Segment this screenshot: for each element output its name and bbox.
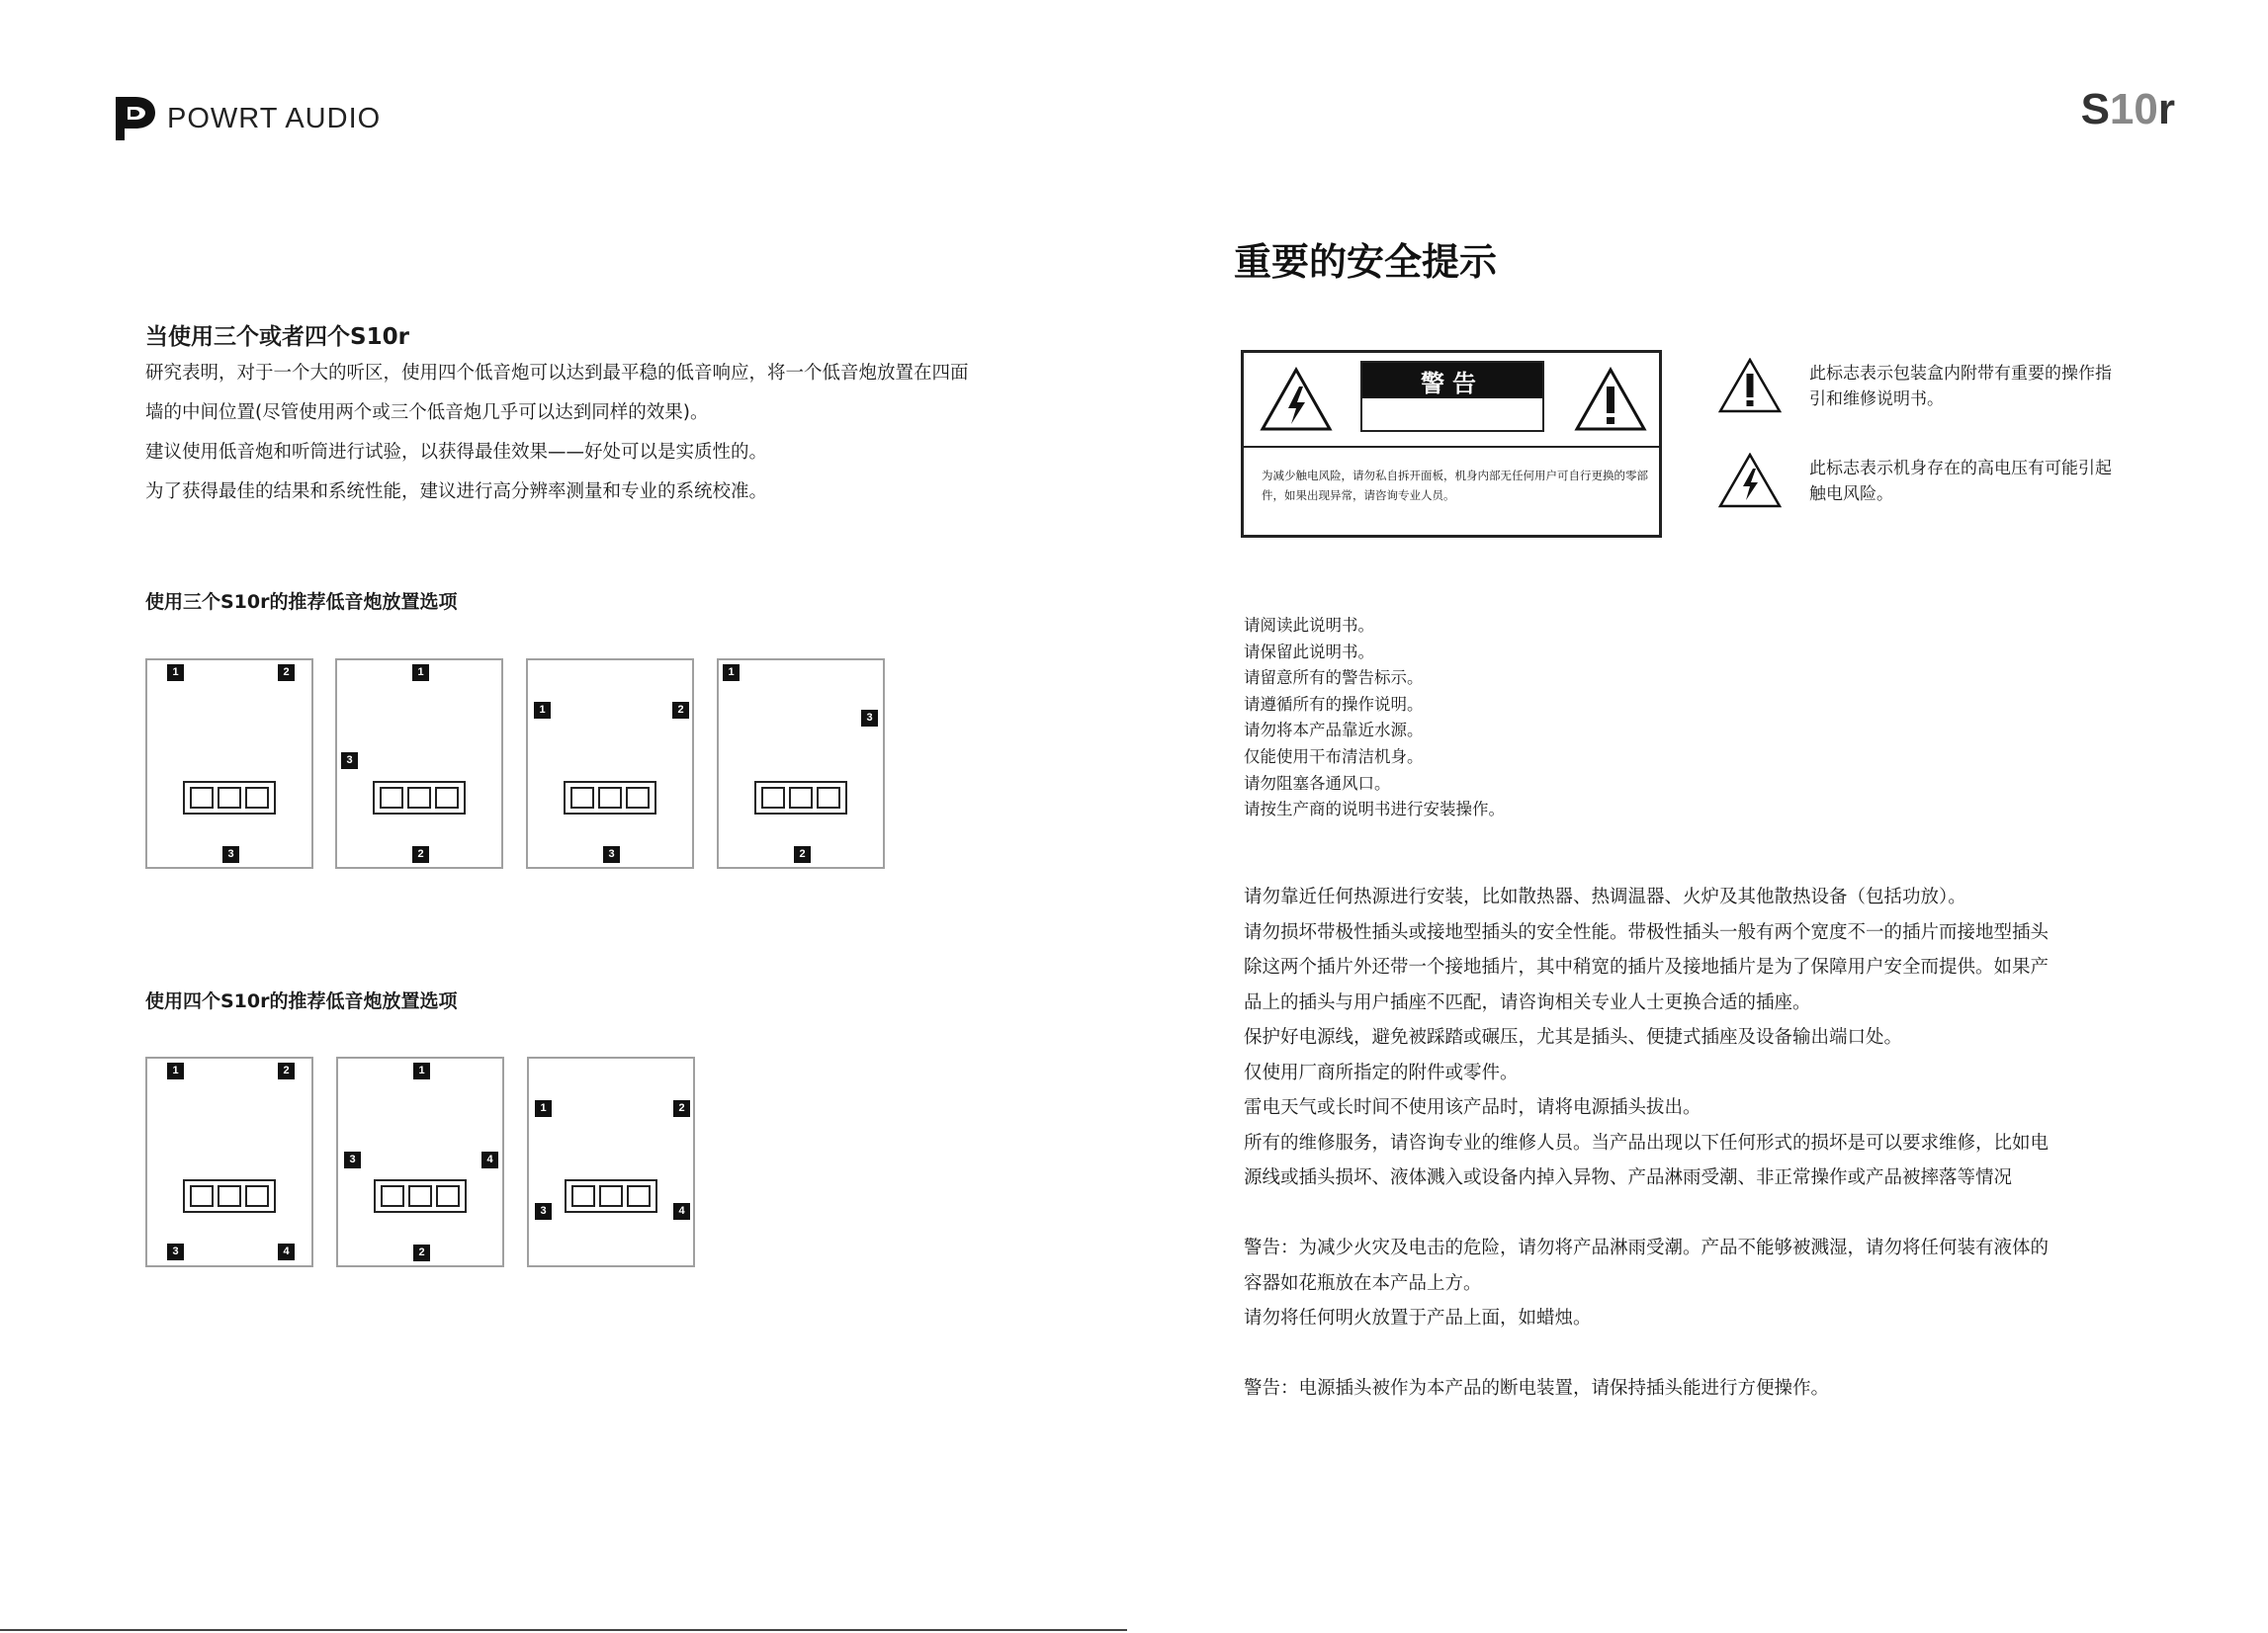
paragraph-line: 所有的维修服务，请咨询专业的维修人员。当产品出现以下任何形式的损坏是可以要求维修，比如电 — [1244, 1132, 2050, 1154]
three-sub-title: 使用三个S10r的推荐低音炮放置选项 — [145, 591, 458, 613]
safety-paragraph-1 — [1244, 880, 2049, 1196]
warning-note: 为减少触电风险，请勿私自拆开面板，机身内部无任何用户可自行更换的零部件，如果出现异常，请咨询专业人员。 — [1262, 469, 1648, 502]
safety-paragraph-3 — [1244, 1371, 1829, 1407]
list-item: 仅能使用干布清洁机身。 — [1244, 746, 1424, 766]
list-item: 请按生产商的说明书进行安装操作。 — [1244, 800, 1505, 819]
sub-position-1: 1 — [723, 664, 740, 681]
paragraph-line: 请勿靠近任何热源进行安装，比如散热器、热调温器、火炉及其他散热设备（包括功放）。 — [1244, 887, 1966, 907]
list-item: 请勿将本产品靠近水源。 — [1244, 721, 1424, 740]
exclamation-note: 此标志表示包装盒内附带有重要的操作指引和维修说明书。 — [1809, 364, 2112, 409]
list-item: 请勿阻塞各通风口。 — [1244, 773, 1391, 793]
brand-logo — [114, 95, 381, 142]
sub-position-2: 2 — [278, 664, 295, 681]
room-diagram-3b — [335, 658, 503, 869]
paragraph-line: 请勿将任何明火放置于产品上面，如蜡烛。 — [1244, 1308, 1592, 1329]
sofa-icon — [564, 781, 656, 815]
warning-label-text: 警告 — [1362, 363, 1542, 398]
intro-line: 研究表明，对于一个大的听区，使用四个低音炮可以达到最平稳的低音响应，将一个低音炮放置在四面 — [145, 363, 969, 384]
room-diagram-4b — [336, 1057, 504, 1267]
warning-box-divider — [1244, 446, 1659, 448]
room-diagram-4a — [145, 1057, 313, 1267]
instruction-list — [1244, 613, 1505, 823]
lightning-warning-icon — [1260, 367, 1333, 432]
model-suffix: r — [2157, 85, 2175, 133]
safety-paragraph-2 — [1244, 1231, 2049, 1336]
sub-position-2: 2 — [672, 702, 689, 719]
sub-position-2: 2 — [673, 1100, 690, 1117]
sub-position-4: 4 — [673, 1203, 690, 1220]
model-number: 10 — [2109, 85, 2158, 133]
sub-position-3: 3 — [603, 846, 620, 863]
intro-line: 墙的中间位置(尽管使用两个或三个低音炮几乎可以达到同样的效果)。 — [145, 402, 709, 423]
sub-position-2: 2 — [278, 1063, 295, 1079]
paragraph-line: 保护好电源线，避免被踩踏或碾压，尤其是插头、便捷式插座及设备输出端口处。 — [1244, 1027, 1903, 1048]
sub-position-1: 1 — [167, 664, 184, 681]
sub-position-3: 3 — [222, 846, 239, 863]
sofa-icon — [754, 781, 847, 815]
footer-rule — [0, 1629, 1127, 1631]
warning-label-box — [1241, 350, 1662, 538]
sub-position-1: 1 — [412, 664, 429, 681]
sub-position-3: 3 — [341, 752, 358, 769]
list-item: 请阅读此说明书。 — [1244, 616, 1374, 635]
sub-position-1: 1 — [413, 1063, 430, 1079]
sub-position-4: 4 — [481, 1152, 498, 1168]
room-diagram-3c — [526, 658, 694, 869]
lightning-note: 此标志表示机身存在的高电压有可能引起触电风险。 — [1809, 459, 2112, 504]
room-diagram-3d — [717, 658, 885, 869]
paragraph-line: 仅使用厂商所指定的附件或零件。 — [1244, 1062, 1519, 1083]
sub-position-3: 3 — [167, 1244, 184, 1260]
sub-position-2: 2 — [412, 846, 429, 863]
paragraph-line: 请勿损坏带极性插头或接地型插头的安全性能。带极性插头一般有两个宽度不一的插片而接地型插头 — [1244, 921, 2050, 943]
list-item: 请保留此说明书。 — [1244, 642, 1374, 661]
intro-line: 为了获得最佳的结果和系统性能，建议进行高分辨率测量和专业的系统校准。 — [145, 481, 768, 502]
lightning-triangle-icon — [1718, 453, 1782, 508]
powrt-logo-icon — [114, 95, 157, 142]
sub-position-4: 4 — [278, 1244, 295, 1260]
brand-name: POWRT AUDIO — [167, 102, 382, 134]
room-diagram-3a — [145, 658, 313, 869]
paragraph-line: 警告：为减少火灾及电击的危险，请勿将产品淋雨受潮。产品不能够被溅湿，请勿将任何装有液体的 — [1244, 1238, 2050, 1258]
list-item: 请留意所有的警告标示。 — [1244, 668, 1424, 688]
intro-line: 建议使用低音炮和听筒进行试验，以获得最佳效果——好处可以是实质性的。 — [145, 442, 768, 463]
exclamation-triangle-icon — [1718, 358, 1782, 413]
room-diagram-4c — [527, 1057, 695, 1267]
sub-position-1: 1 — [534, 702, 551, 719]
sub-position-3: 3 — [861, 710, 878, 727]
warning-label — [1360, 361, 1544, 432]
list-item: 请遵循所有的操作说明。 — [1244, 694, 1424, 714]
sub-position-1: 1 — [535, 1100, 552, 1117]
sofa-icon — [373, 781, 466, 815]
paragraph-line: 容器如花瓶放在本产品上方。 — [1244, 1272, 1482, 1294]
paragraph-line: 源线或插头损坏、液体溅入或设备内掉入异物、产品淋雨受潮、非正常操作或产品被摔落等情况 — [1244, 1167, 2013, 1188]
paragraph-line: 雷电天气或长时间不使用该产品时，请将电源插头拔出。 — [1244, 1097, 1701, 1118]
four-sub-title: 使用四个S10r的推荐低音炮放置选项 — [145, 990, 458, 1012]
sub-position-1: 1 — [167, 1063, 184, 1079]
sub-position-3: 3 — [535, 1203, 552, 1220]
paragraph-line: 警告：电源插头被作为本产品的断电装置，请保持插头能进行方便操作。 — [1244, 1378, 1830, 1399]
exclamation-warning-icon — [1574, 367, 1647, 432]
sub-position-2: 2 — [794, 846, 811, 863]
sub-position-3: 3 — [344, 1152, 361, 1168]
model-logo — [2081, 85, 2175, 134]
safety-title: 重要的安全提示 — [1234, 240, 1498, 284]
model-prefix: S — [2080, 85, 2110, 133]
sofa-icon — [374, 1179, 467, 1213]
sub-position-2: 2 — [413, 1245, 430, 1261]
section-heading: 当使用三个或者四个S10r — [145, 324, 409, 350]
paragraph-line: 品上的插头与用户插座不匹配，请咨询相关专业人士更换合适的插座。 — [1244, 991, 1811, 1013]
intro-paragraph — [145, 354, 969, 512]
sofa-icon — [565, 1179, 657, 1213]
sofa-icon — [183, 1179, 276, 1213]
paragraph-line: 除这两个插片外还带一个接地插片，其中稍宽的插片及接地插片是为了保障用户安全而提供。如果产 — [1244, 957, 2050, 978]
sofa-icon — [183, 781, 276, 815]
